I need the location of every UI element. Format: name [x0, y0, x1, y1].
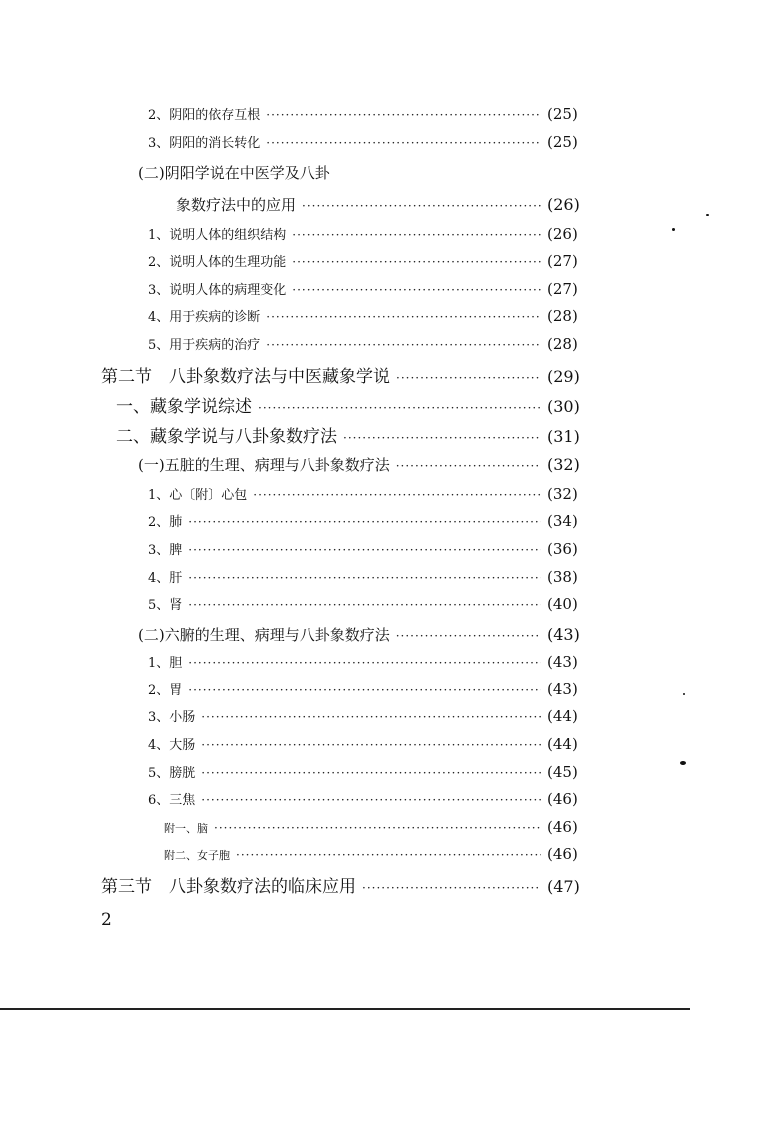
toc-entry-title: 第二节 八卦象数疗法与中医藏象学说 — [101, 367, 390, 387]
toc-entry — [148, 567, 587, 586]
toc-entry-title: (一)五脏的生理、病理与八卦象数疗法 — [138, 456, 390, 474]
toc-entry-title: 4、用于疾病的诊断 — [148, 310, 261, 325]
dot-leader — [188, 598, 541, 612]
toc-entry-title: 1、胆 — [148, 656, 183, 671]
toc-entry-title: 3、阴阳的消长转化 — [148, 136, 261, 151]
dot-leader — [266, 108, 541, 122]
dot-leader — [201, 766, 541, 780]
dot-leader — [201, 738, 541, 752]
toc-entry — [148, 251, 587, 270]
dot-leader — [188, 656, 541, 670]
toc-entry — [101, 362, 587, 387]
toc-entry — [148, 224, 587, 243]
toc-entry — [148, 789, 587, 808]
toc-entry-page: (46) — [547, 845, 578, 863]
toc-entry-title: 附二、女子胞 — [164, 849, 230, 862]
toc-entry-title: 6、三焦 — [148, 793, 196, 808]
toc-entry-title: 2、阴阳的依存互根 — [148, 108, 261, 123]
toc-entry-page: (38) — [547, 568, 578, 586]
toc-entry-title: 4、大肠 — [148, 738, 196, 753]
dot-leader — [292, 228, 541, 242]
toc-entry — [148, 484, 587, 503]
toc-entry-page: (32) — [547, 455, 580, 474]
page-number: 2 — [101, 910, 112, 930]
toc-entry-page: (28) — [547, 335, 578, 353]
dot-leader — [201, 710, 541, 724]
toc-entry-title: 3、说明人体的病理变化 — [148, 283, 287, 298]
toc-entry — [148, 334, 587, 353]
toc-entry — [116, 422, 587, 447]
toc-entry-page: (43) — [547, 653, 578, 671]
toc-entry-page: (40) — [547, 595, 578, 613]
dot-leader — [253, 488, 541, 502]
dot-leader — [188, 683, 541, 697]
toc-entry-page: (47) — [547, 877, 580, 896]
toc-entry-page: (26) — [547, 195, 580, 214]
toc-entry-title: 4、肝 — [148, 571, 183, 586]
toc-entry — [138, 454, 587, 475]
footer-rule — [0, 1008, 690, 1010]
toc-entry-page: (26) — [547, 225, 578, 243]
dot-leader — [362, 881, 541, 895]
toc-entry-page: (32) — [547, 485, 578, 503]
toc-entry-title: 3、脾 — [148, 543, 183, 558]
toc-entry-title: 2、胃 — [148, 683, 183, 698]
dot-leader — [214, 821, 541, 835]
toc-entry-title: (二)六腑的生理、病理与八卦象数疗法 — [138, 626, 390, 644]
dot-leader — [188, 543, 541, 557]
toc-entry-title: 第三节 八卦象数疗法的临床应用 — [101, 877, 356, 897]
toc-entry — [148, 279, 587, 298]
toc-entry — [148, 539, 587, 558]
dot-leader — [266, 338, 541, 352]
toc-entry-page: (29) — [547, 367, 580, 386]
toc-entry — [148, 734, 587, 753]
toc-entry — [148, 652, 587, 671]
dot-leader — [396, 629, 541, 643]
dot-leader — [396, 371, 541, 385]
dot-leader — [302, 199, 541, 213]
toc-entry-title: 5、膀胱 — [148, 766, 196, 781]
toc-entry — [148, 594, 587, 613]
toc-entry — [148, 762, 587, 781]
toc-entry-page: (46) — [547, 818, 578, 836]
toc-entry-page: (45) — [547, 763, 578, 781]
toc-entry-title: (二)阴阳学说在中医学及八卦 — [138, 164, 330, 182]
toc-entry — [138, 162, 587, 183]
toc-entry-title: 附一、脑 — [164, 822, 208, 835]
dot-leader — [258, 401, 541, 415]
toc-entry — [148, 706, 587, 725]
toc-entry-title: 二、藏象学说与八卦象数疗法 — [116, 427, 337, 447]
toc-entry-title: 2、说明人体的生理功能 — [148, 255, 287, 270]
toc-entry-page: (27) — [547, 280, 578, 298]
toc-entry-page: (43) — [547, 680, 578, 698]
toc-entry — [148, 132, 587, 151]
scan-speck — [672, 228, 675, 231]
toc-entry-title: 5、用于疾病的治疗 — [148, 338, 261, 353]
toc-entry-page: (25) — [547, 133, 578, 151]
toc-entry — [164, 845, 587, 863]
toc-entry — [148, 306, 587, 325]
dot-leader — [201, 793, 541, 807]
scan-speck — [683, 693, 685, 695]
toc-entry-page: (30) — [547, 397, 580, 416]
toc-entry — [176, 194, 587, 215]
toc-entry-title: 3、小肠 — [148, 710, 196, 725]
dot-leader — [188, 515, 541, 529]
toc-entry — [148, 511, 587, 530]
toc-entry-title: 象数疗法中的应用 — [176, 196, 297, 214]
toc-entry — [164, 818, 587, 836]
dot-leader — [396, 459, 541, 473]
toc-entry-page: (31) — [547, 427, 580, 446]
dot-leader — [188, 571, 541, 585]
toc-entry — [148, 104, 587, 123]
toc-entry-page: (28) — [547, 307, 578, 325]
toc-entry-title: 2、肺 — [148, 515, 183, 530]
toc-entry-page: (25) — [547, 105, 578, 123]
dot-leader — [266, 310, 541, 324]
toc-entry — [148, 679, 587, 698]
toc-entry — [101, 872, 587, 897]
toc-entry-page: (46) — [547, 790, 578, 808]
dot-leader — [343, 431, 541, 445]
toc-entry — [116, 392, 587, 417]
toc-entry-page: (44) — [547, 735, 578, 753]
toc-entry-page: (27) — [547, 252, 578, 270]
toc-entry-title: 1、说明人体的组织结构 — [148, 228, 287, 243]
toc-entry-title: 1、心〔附〕心包 — [148, 488, 248, 503]
toc-entry-title: 5、肾 — [148, 598, 183, 613]
scan-speck — [706, 214, 709, 216]
dot-leader — [266, 136, 541, 150]
dot-leader — [292, 283, 541, 297]
dot-leader — [292, 255, 541, 269]
toc-entry-page: (44) — [547, 707, 578, 725]
toc-entry-page: (34) — [547, 512, 578, 530]
toc-entry-page: (43) — [547, 625, 580, 644]
toc-entry-page: (36) — [547, 540, 578, 558]
dot-leader — [236, 848, 541, 862]
scan-speck — [680, 761, 686, 765]
toc-entry — [138, 624, 587, 645]
toc-entry-title: 一、藏象学说综述 — [116, 397, 252, 417]
